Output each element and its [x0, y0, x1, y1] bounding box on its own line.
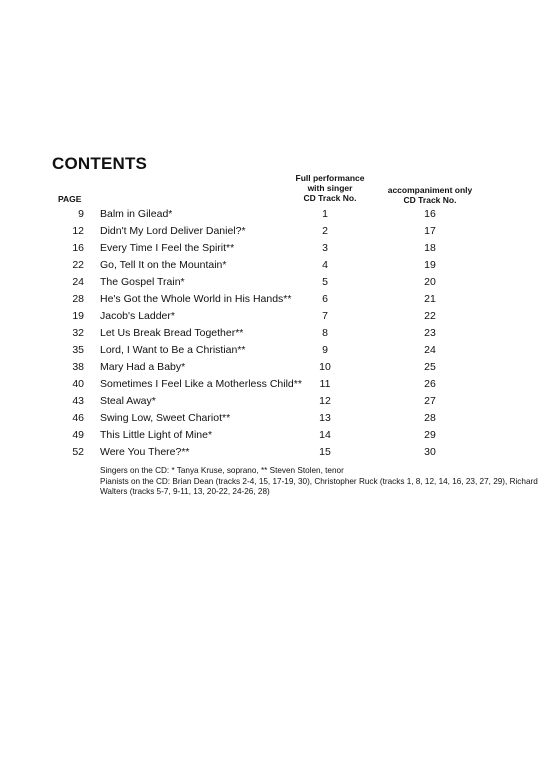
full-track-number: 11 — [319, 378, 331, 390]
song-title: Balm in Gilead* — [100, 208, 173, 220]
full-track-number: 3 — [322, 242, 328, 254]
page-number: 24 — [72, 276, 84, 288]
song-title: Didn't My Lord Deliver Daniel?* — [100, 225, 246, 237]
contents-row — [0, 274, 560, 290]
accompaniment-track-number: 21 — [424, 293, 436, 305]
contents-row — [0, 376, 560, 392]
accompaniment-track-number: 17 — [424, 225, 436, 237]
contents-row — [0, 257, 560, 273]
song-title: Jacob's Ladder* — [100, 310, 175, 322]
acc-header-line2: CD Track No. — [403, 195, 457, 205]
full-track-number: 15 — [319, 446, 331, 458]
accompaniment-track-number: 29 — [424, 429, 436, 441]
page-number: 16 — [72, 242, 84, 254]
contents-row — [0, 291, 560, 307]
accompaniment-track-number: 26 — [424, 378, 436, 390]
page-number: 9 — [78, 208, 84, 220]
contents-row — [0, 359, 560, 375]
page-number: 49 — [72, 429, 84, 441]
full-track-number: 10 — [319, 361, 331, 373]
contents-row — [0, 240, 560, 256]
contents-row — [0, 393, 560, 409]
contents-row — [0, 223, 560, 239]
page-number: 19 — [72, 310, 84, 322]
song-title: This Little Light of Mine* — [100, 429, 213, 441]
full-track-number: 6 — [322, 293, 328, 305]
page-number: 38 — [72, 361, 84, 373]
contents-row — [0, 410, 560, 426]
song-title: Mary Had a Baby* — [100, 361, 186, 373]
page-number: 12 — [72, 225, 84, 237]
contents-row — [0, 342, 560, 358]
song-title: Let Us Break Bread Together** — [100, 327, 244, 339]
song-title: Swing Low, Sweet Chariot** — [100, 412, 231, 424]
contents-row — [0, 325, 560, 341]
contents-row — [0, 206, 560, 222]
song-title: Sometimes I Feel Like a Motherless Child** — [100, 378, 302, 390]
full-header-line3: CD Track No. — [303, 193, 357, 203]
full-track-number: 12 — [319, 395, 331, 407]
accompaniment-track-number: 23 — [424, 327, 436, 339]
full-track-number: 7 — [322, 310, 328, 322]
full-track-number: 1 — [322, 208, 328, 220]
accompaniment-track-number: 16 — [424, 208, 436, 220]
accompaniment-track-number: 28 — [424, 412, 436, 424]
accompaniment-track-number: 18 — [424, 242, 436, 254]
acc-header-line1: accompaniment only — [387, 185, 473, 195]
full-track-number: 5 — [322, 276, 328, 288]
accompaniment-track-number: 24 — [424, 344, 436, 356]
accompaniment-track-number: 20 — [424, 276, 436, 288]
song-title: The Gospel Train* — [100, 276, 185, 288]
full-track-number: 8 — [322, 327, 328, 339]
page-number: 43 — [72, 395, 84, 407]
singers-note: Singers on the CD: * Tanya Kruse, soprano, ** Steven Stolen, tenor — [100, 466, 344, 475]
contents-row — [0, 427, 560, 443]
accompaniment-track-number: 22 — [424, 310, 436, 322]
page-number: 28 — [72, 293, 84, 305]
song-title: Were You There?** — [100, 446, 190, 458]
page-title: CONTENTS — [52, 154, 148, 173]
song-title: Steal Away* — [100, 395, 156, 407]
accompaniment-track-number: 30 — [424, 446, 436, 458]
accompaniment-track-number: 25 — [424, 361, 436, 373]
full-header-line1: Full performance — [295, 173, 365, 183]
page-number: 32 — [72, 327, 84, 339]
page-number: 22 — [72, 259, 84, 271]
pianists-note: Pianists on the CD: Brian Dean (tracks 2-4, 15, 17-19, 30), Christopher Ruck (tracks 1, 8, 12, 14, 16, 23, 27, 29), Richard Walters (tracks 5-7, 9-11, 13, 20-22, 24-26, 28) — [100, 476, 538, 497]
accompaniment-track-number: 19 — [424, 259, 436, 271]
page-number: 40 — [72, 378, 84, 390]
song-title: He's Got the Whole World in His Hands** — [100, 293, 292, 305]
page-column-header: PAGE — [58, 194, 82, 204]
page-number: 46 — [72, 412, 84, 424]
page-number: 35 — [72, 344, 84, 356]
full-track-number: 4 — [322, 259, 328, 271]
full-performance-column-header — [280, 173, 380, 203]
contents-row — [0, 444, 560, 460]
contents-row — [0, 308, 560, 324]
full-track-number: 2 — [322, 225, 328, 237]
full-track-number: 14 — [319, 429, 331, 441]
full-header-line2: with singer — [307, 183, 353, 193]
song-title: Every Time I Feel the Spirit** — [100, 242, 235, 254]
full-track-number: 9 — [322, 344, 328, 356]
song-title: Lord, I Want to Be a Christian** — [100, 344, 246, 356]
full-track-number: 13 — [319, 412, 331, 424]
accompaniment-column-header — [380, 185, 480, 205]
accompaniment-track-number: 27 — [424, 395, 436, 407]
cd-notes — [100, 466, 540, 498]
page-number: 52 — [72, 446, 84, 458]
song-title: Go, Tell It on the Mountain* — [100, 259, 227, 271]
